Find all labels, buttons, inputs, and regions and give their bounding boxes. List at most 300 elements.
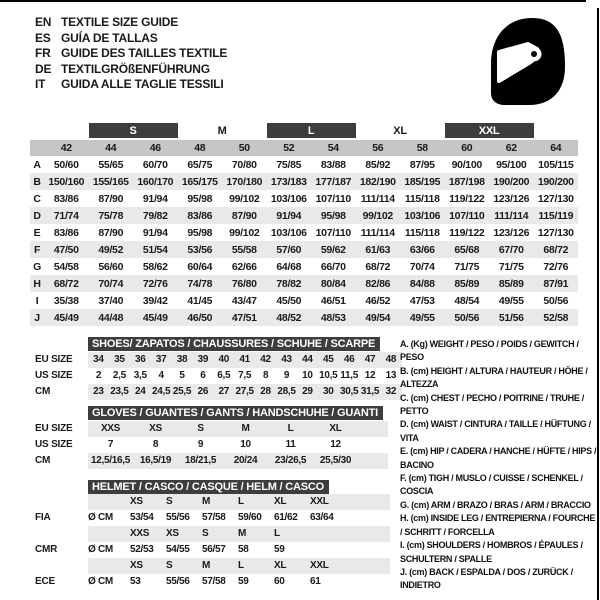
- value-cell: 10: [302, 370, 313, 381]
- size-cell: M: [238, 528, 247, 539]
- value-cell: 115/118: [404, 192, 440, 205]
- legend-item-i: I. (cm) SHOULDERS / HOMBROS / ÉPAULES / SCHULTERN / SPALLE: [400, 540, 583, 564]
- value-cell: 87/91: [543, 277, 569, 290]
- value-cell: 115/118: [404, 226, 440, 239]
- value-cell: 27,5: [235, 386, 254, 397]
- value-cell: 49/55: [409, 311, 435, 324]
- value-cell: M: [241, 423, 250, 434]
- diameter-unit-label: Ø CM: [88, 576, 113, 587]
- value-cell: 29: [302, 386, 313, 397]
- value-cell: 71/75: [498, 260, 524, 273]
- value-cell: 72/76: [543, 260, 569, 273]
- size-cell: XL: [274, 496, 287, 507]
- value-cell: 111/114: [494, 209, 529, 222]
- size-col-42: 42: [44, 139, 89, 156]
- value-cell: 48/54: [454, 294, 480, 307]
- value-cell: 59/60: [238, 512, 262, 523]
- value-cell: 30,5: [340, 386, 359, 397]
- value-cell: 119/122: [449, 192, 485, 205]
- language-code: ES: [35, 30, 51, 45]
- value-cell: 9: [197, 439, 204, 450]
- value-cell: 103/106: [270, 192, 307, 205]
- language-title: TEXTILGRÖßENFÜHRUNG: [61, 61, 210, 76]
- size-cell: S: [166, 496, 173, 507]
- value-cell: 170/180: [226, 175, 263, 188]
- value-cell: 91/94: [142, 226, 168, 239]
- value-cell: 43: [281, 354, 292, 365]
- value-cell: 79/82: [142, 209, 168, 222]
- value-cell: 71/75: [454, 260, 480, 273]
- helmet-table-rows: [88, 494, 390, 590]
- value-cell: 49/55: [498, 294, 524, 307]
- value-cell: 55/58: [231, 243, 257, 256]
- value-cell: 83/86: [187, 209, 213, 222]
- value-cell: 9: [283, 370, 290, 381]
- value-cell: 24: [134, 386, 146, 397]
- value-cell: 57/58: [202, 576, 226, 587]
- value-cell: 3,5: [133, 370, 147, 381]
- value-cell: 87/95: [409, 158, 435, 171]
- legend-item-e: E. (cm) HIP / CADERA / HANCHE / HÜFTE / HIPS / BACINO: [400, 446, 597, 470]
- value-cell: 53/56: [187, 243, 213, 256]
- value-cell: 85/89: [454, 277, 480, 290]
- row-letter: J: [34, 311, 40, 324]
- value-cell: 39/42: [142, 294, 168, 307]
- diameter-unit-label: Ø CM: [88, 544, 113, 555]
- size-group-row: [30, 123, 578, 139]
- value-cell: XXS: [100, 423, 121, 434]
- value-cell: 84/88: [409, 277, 435, 290]
- size-col-46: 46: [133, 139, 178, 156]
- value-cell: 99/102: [229, 226, 260, 239]
- spacer: [88, 494, 130, 510]
- size-group-m: M: [178, 123, 267, 139]
- value-cell: 38: [176, 354, 188, 365]
- value-cell: 10,5: [319, 370, 338, 381]
- value-cell: 23: [93, 386, 104, 397]
- value-cell: 2,5: [112, 370, 126, 381]
- shoes-table-title-bar: SHOES/ ZAPATOS / CHAUSSURES / SCHUHE / SCARPE: [88, 337, 380, 351]
- value-cell: 57/60: [276, 243, 302, 256]
- value-cell: 87/90: [98, 226, 124, 239]
- diameter-unit-label: Ø CM: [88, 512, 113, 523]
- value-cell: 127/130: [537, 226, 574, 239]
- value-cell: 61: [310, 576, 321, 587]
- value-cell: 28: [260, 386, 271, 397]
- legend-item-g: G. (cm) ARM / BRAZO / BRAS / ARM / BRACCIO: [400, 499, 591, 510]
- value-cell: 25,5: [172, 386, 192, 397]
- value-cell: 12: [364, 370, 376, 381]
- measurement-row-h: [30, 275, 578, 292]
- table-row: [88, 368, 402, 384]
- value-cell: 71/74: [53, 209, 79, 222]
- value-cell: 55/56: [166, 512, 190, 523]
- value-cell: 68/72: [365, 260, 391, 273]
- table-row: [88, 453, 388, 469]
- value-cell: 4: [158, 370, 164, 381]
- value-cell: 63/64: [310, 512, 334, 523]
- row-letter: I: [35, 294, 39, 307]
- helmet-size-table: [30, 480, 410, 592]
- value-cell: 45/50: [276, 294, 302, 307]
- language-title: GUIDE DES TAILLES TEXTILE: [61, 46, 228, 60]
- row-letter: D: [33, 209, 41, 222]
- legend-item-b: B. (cm) HEIGHT / ALTURA / HAUTEUR / HÖHE / ALTEZZA: [400, 365, 588, 390]
- helmet-values-row: [88, 574, 390, 590]
- value-cell: 60/64: [187, 260, 213, 273]
- value-cell: 26: [197, 386, 209, 397]
- value-cell: 83/86: [53, 192, 79, 205]
- measurement-row-b: [30, 173, 578, 190]
- size-cell: M: [202, 496, 211, 507]
- value-cell: 43/47: [231, 294, 257, 307]
- row-letter: C: [33, 192, 41, 205]
- value-cell: 30: [322, 386, 334, 397]
- size-group-xxl: XXL: [445, 123, 534, 139]
- value-cell: 23/26,5: [274, 455, 307, 466]
- value-cell: 70/74: [98, 277, 124, 290]
- value-cell: 52/58: [543, 311, 569, 324]
- helmet-table-title-bar: HELMET / CASCO / CASQUE / HELM / CASCO: [88, 480, 329, 494]
- size-cell: XXL: [310, 496, 329, 507]
- size-col-62: 62: [489, 139, 534, 156]
- value-cell: 6,5: [217, 370, 231, 381]
- value-cell: 50/56: [543, 294, 569, 307]
- value-cell: 65/75: [187, 158, 213, 171]
- value-cell: 190/200: [537, 175, 574, 188]
- value-cell: 47/51: [231, 311, 257, 324]
- value-cell: 8: [152, 439, 159, 450]
- value-cell: 7,5: [238, 370, 252, 381]
- value-cell: 103/106: [404, 209, 441, 222]
- row-label-cm: CM: [35, 455, 51, 466]
- table-row: [88, 421, 388, 437]
- value-cell: 60/70: [142, 158, 168, 171]
- value-cell: 59: [274, 544, 285, 555]
- value-cell: 95/100: [496, 158, 527, 171]
- row-letter: G: [33, 260, 41, 273]
- language-row: [35, 62, 227, 78]
- value-cell: 83/88: [320, 158, 346, 171]
- helmet-sizes-row: [88, 558, 390, 574]
- row-label-eu-size: EU SIZE: [35, 354, 73, 365]
- size-col-64: 64: [534, 139, 579, 156]
- helmet-values-row: [88, 542, 390, 558]
- size-col-52: 52: [267, 139, 312, 156]
- value-cell: 41: [239, 354, 250, 365]
- value-cell: 45/49: [53, 311, 79, 324]
- value-cell: 36: [134, 354, 146, 365]
- value-cell: 70/74: [409, 260, 435, 273]
- main-size-table: [30, 123, 578, 326]
- value-cell: 95/98: [320, 209, 346, 222]
- value-cell: 187/198: [448, 175, 485, 188]
- value-cell: 54/58: [53, 260, 79, 273]
- value-cell: 90/100: [451, 158, 482, 171]
- language-row: [35, 15, 227, 31]
- size-col-48: 48: [178, 139, 223, 156]
- value-cell: 87/90: [231, 209, 257, 222]
- value-cell: 50/60: [53, 158, 79, 171]
- spacer: [30, 123, 89, 139]
- value-cell: 64/68: [276, 260, 302, 273]
- value-cell: 127/130: [537, 192, 574, 205]
- row-label-us-size: US SIZE: [35, 439, 73, 450]
- language-row: [35, 46, 227, 62]
- value-cell: 52/53: [130, 544, 154, 555]
- legend-item-j: J. (cm) BACK / ESPALDA / DOS / ZURÜCK / INDIETRO: [400, 566, 573, 591]
- value-cell: XS: [149, 423, 162, 434]
- value-cell: 95/98: [187, 192, 213, 205]
- size-cell: L: [274, 528, 280, 539]
- gloves-table-rows: [88, 421, 388, 469]
- value-cell: 51/56: [498, 311, 524, 324]
- spacer: [88, 526, 130, 542]
- value-cell: 72/76: [142, 277, 168, 290]
- value-cell: 37/40: [98, 294, 124, 307]
- value-cell: 91/94: [276, 209, 302, 222]
- value-cell: 34: [93, 354, 104, 365]
- value-cell: 45/49: [142, 311, 168, 324]
- helmet-sizes-row: [88, 494, 390, 510]
- value-cell: 44: [302, 354, 313, 365]
- size-col-54: 54: [311, 139, 356, 156]
- value-cell: 78/82: [276, 277, 302, 290]
- measurement-row-g: [30, 258, 578, 275]
- value-cell: 60: [274, 576, 285, 587]
- size-cell: L: [238, 496, 244, 507]
- value-cell: 49/52: [98, 243, 124, 256]
- value-cell: 7: [107, 439, 114, 450]
- value-cell: 87/90: [98, 192, 124, 205]
- value-cell: 39: [197, 354, 209, 365]
- value-cell: 46/50: [187, 311, 213, 324]
- value-cell: 42: [260, 354, 271, 365]
- size-group-s: S: [89, 123, 178, 139]
- language-title: GUIDA ALLE TAGLIE TESSILI: [61, 77, 224, 91]
- size-col-60: 60: [445, 139, 490, 156]
- racing-helmet-icon: [488, 17, 570, 107]
- row-letter: E: [33, 226, 41, 239]
- value-cell: 6: [200, 370, 206, 381]
- spacer: [30, 139, 44, 156]
- table-row: [88, 437, 388, 453]
- value-cell: 55/56: [166, 576, 190, 587]
- value-cell: 28,5: [277, 386, 296, 397]
- shoes-size-table: [30, 337, 410, 403]
- row-letter: F: [33, 243, 41, 256]
- language-row: [35, 31, 227, 47]
- value-cell: 173/183: [270, 175, 307, 188]
- shoes-table-rows: [88, 352, 402, 400]
- legend-item-c: C. (cm) CHEST / PECHO / POITRINE / TRUHE / PETTO: [400, 392, 584, 417]
- row-letter: A: [33, 158, 41, 171]
- size-cell: L: [238, 560, 244, 571]
- value-cell: 46/51: [320, 294, 346, 307]
- value-cell: 51/54: [142, 243, 168, 256]
- value-cell: 65/68: [454, 243, 480, 256]
- value-cell: 160/170: [137, 175, 174, 188]
- value-cell: 2: [95, 370, 102, 381]
- value-cell: 61/63: [365, 243, 391, 256]
- size-cell: XS: [130, 496, 143, 507]
- value-cell: 23,5: [110, 386, 129, 397]
- row-label-cm: CM: [35, 386, 51, 397]
- value-cell: 47/53: [409, 294, 435, 307]
- value-cell: 57/58: [202, 512, 226, 523]
- value-cell: 76/80: [231, 277, 257, 290]
- value-cell: 49/54: [365, 311, 391, 324]
- value-cell: 190/200: [493, 175, 530, 188]
- value-cell: 75/78: [98, 209, 124, 222]
- value-cell: 83/86: [53, 226, 79, 239]
- size-cell: S: [166, 560, 173, 571]
- language-title: GUÍA DE TALLAS: [61, 30, 158, 45]
- value-cell: 150/160: [48, 175, 85, 188]
- value-cell: S: [197, 423, 204, 434]
- row-letter: B: [33, 175, 41, 188]
- legend-item-a: A. (Kg) WEIGHT / PESO / POIDS / GEWITCH / PESO: [400, 339, 579, 363]
- value-cell: 59/62: [320, 243, 346, 256]
- value-cell: 53/54: [130, 512, 154, 523]
- language-title: TEXTILE SIZE GUIDE: [61, 15, 179, 29]
- value-cell: 46/52: [365, 294, 391, 307]
- value-cell: 58: [238, 544, 249, 555]
- value-cell: 62/66: [231, 260, 257, 273]
- value-cell: 48/52: [276, 311, 302, 324]
- value-cell: 119/122: [449, 226, 485, 239]
- row-label-eu-size: EU SIZE: [35, 423, 73, 434]
- value-cell: 5: [179, 370, 185, 381]
- value-cell: 85/89: [498, 277, 524, 290]
- value-cell: 11,5: [340, 370, 358, 381]
- value-cell: 8: [262, 370, 269, 381]
- value-cell: 12: [330, 439, 341, 450]
- spacer: [88, 558, 130, 574]
- size-col-56: 56: [356, 139, 401, 156]
- row-label-cmr: CMR: [35, 544, 58, 555]
- helmet-values-row: [88, 510, 390, 526]
- value-cell: 68/72: [53, 277, 79, 290]
- size-group-xl: XL: [356, 123, 445, 139]
- value-cell: 75/85: [276, 158, 302, 171]
- language-title-list: [35, 15, 227, 93]
- value-cell: 11: [285, 439, 296, 450]
- size-cell: XS: [130, 560, 143, 571]
- size-group-l: L: [267, 123, 356, 139]
- value-cell: 35/38: [53, 294, 79, 307]
- value-cell: 95/98: [187, 226, 213, 239]
- value-cell: 70/80: [231, 158, 257, 171]
- gloves-table-title-bar: GLOVES / GUANTES / GANTS / HANDSCHUHE / GUANTI: [88, 406, 383, 420]
- table-row: [88, 384, 402, 400]
- value-cell: 111/114: [360, 192, 395, 205]
- value-cell: 59: [238, 576, 249, 587]
- value-cell: 177/187: [315, 175, 352, 188]
- measurement-row-j: [30, 309, 578, 326]
- value-cell: 20/24: [233, 455, 258, 466]
- size-cell: S: [202, 528, 209, 539]
- value-cell: 107/110: [315, 192, 351, 205]
- size-col-44: 44: [89, 139, 134, 156]
- value-cell: 63/66: [409, 243, 435, 256]
- value-cell: 10: [240, 439, 251, 450]
- value-cell: 40: [218, 354, 230, 365]
- value-cell: 12,5/16,5: [90, 455, 130, 466]
- row-label-ece: ECE: [35, 576, 55, 587]
- value-cell: 82/86: [365, 277, 391, 290]
- table-row: [88, 352, 402, 368]
- helmet-sizes-row: [88, 526, 390, 542]
- value-cell: 16,5/19: [139, 455, 172, 466]
- language-code: EN: [35, 15, 52, 29]
- value-cell: 55/65: [98, 158, 124, 171]
- value-cell: 18/21,5: [184, 455, 217, 466]
- main-table-head: [30, 123, 578, 156]
- measurement-legend: [400, 338, 598, 593]
- value-cell: 123/126: [493, 192, 530, 205]
- value-cell: 47/50: [53, 243, 79, 256]
- measurement-row-e: [30, 224, 578, 241]
- legend-item-h: H. (cm) INSIDE LEG / ENTREPIERNA / FOURCHE / SCHRITT / FORCELLA: [400, 513, 596, 537]
- value-cell: 80/84: [320, 277, 346, 290]
- value-cell: 54/55: [166, 544, 190, 555]
- value-cell: 185/195: [404, 175, 441, 188]
- value-cell: 32: [385, 386, 397, 397]
- size-cell: XXL: [310, 560, 329, 571]
- language-code: FR: [35, 46, 51, 60]
- main-table-body: [30, 156, 578, 326]
- size-cell: XS: [166, 528, 179, 539]
- value-cell: 46: [343, 354, 355, 365]
- value-cell: 91/94: [142, 192, 168, 205]
- language-code: DE: [35, 61, 52, 76]
- value-cell: 56/57: [202, 544, 226, 555]
- language-code: IT: [35, 77, 46, 91]
- value-cell: XL: [329, 423, 342, 434]
- value-cell: 111/114: [360, 226, 395, 239]
- size-cell: XXS: [130, 528, 150, 539]
- size-col-58: 58: [400, 139, 445, 156]
- value-cell: 99/102: [362, 209, 393, 222]
- size-cell: M: [202, 560, 211, 571]
- measurement-row-c: [30, 190, 578, 207]
- measurement-row-d: [30, 207, 578, 224]
- value-cell: 25,5/30: [319, 455, 352, 466]
- value-cell: 123/126: [493, 226, 530, 239]
- value-cell: 66/70: [320, 260, 346, 273]
- value-cell: 50/56: [454, 311, 480, 324]
- numeric-sizes-row: [30, 139, 578, 156]
- value-cell: 85/92: [365, 158, 391, 171]
- value-cell: 74/78: [187, 277, 213, 290]
- legend-item-f: F. (cm) TIGH / MUSLO / CUISSE / SCHENKEL / COSCIA: [400, 473, 583, 497]
- spacer: [534, 123, 579, 139]
- value-cell: 58/62: [142, 260, 168, 273]
- value-cell: 165/175: [181, 175, 218, 188]
- row-label-us-size: US SIZE: [35, 370, 73, 381]
- value-cell: 35: [114, 354, 125, 365]
- gloves-size-table: [30, 406, 410, 472]
- language-row: [35, 77, 227, 93]
- value-cell: 48: [385, 354, 397, 365]
- row-label-fia: FIA: [35, 512, 51, 523]
- value-cell: 56/60: [98, 260, 124, 273]
- value-cell: 68/72: [543, 243, 569, 256]
- value-cell: 61/62: [274, 512, 298, 523]
- value-cell: 155/165: [92, 175, 129, 188]
- value-cell: 115/119: [538, 209, 574, 222]
